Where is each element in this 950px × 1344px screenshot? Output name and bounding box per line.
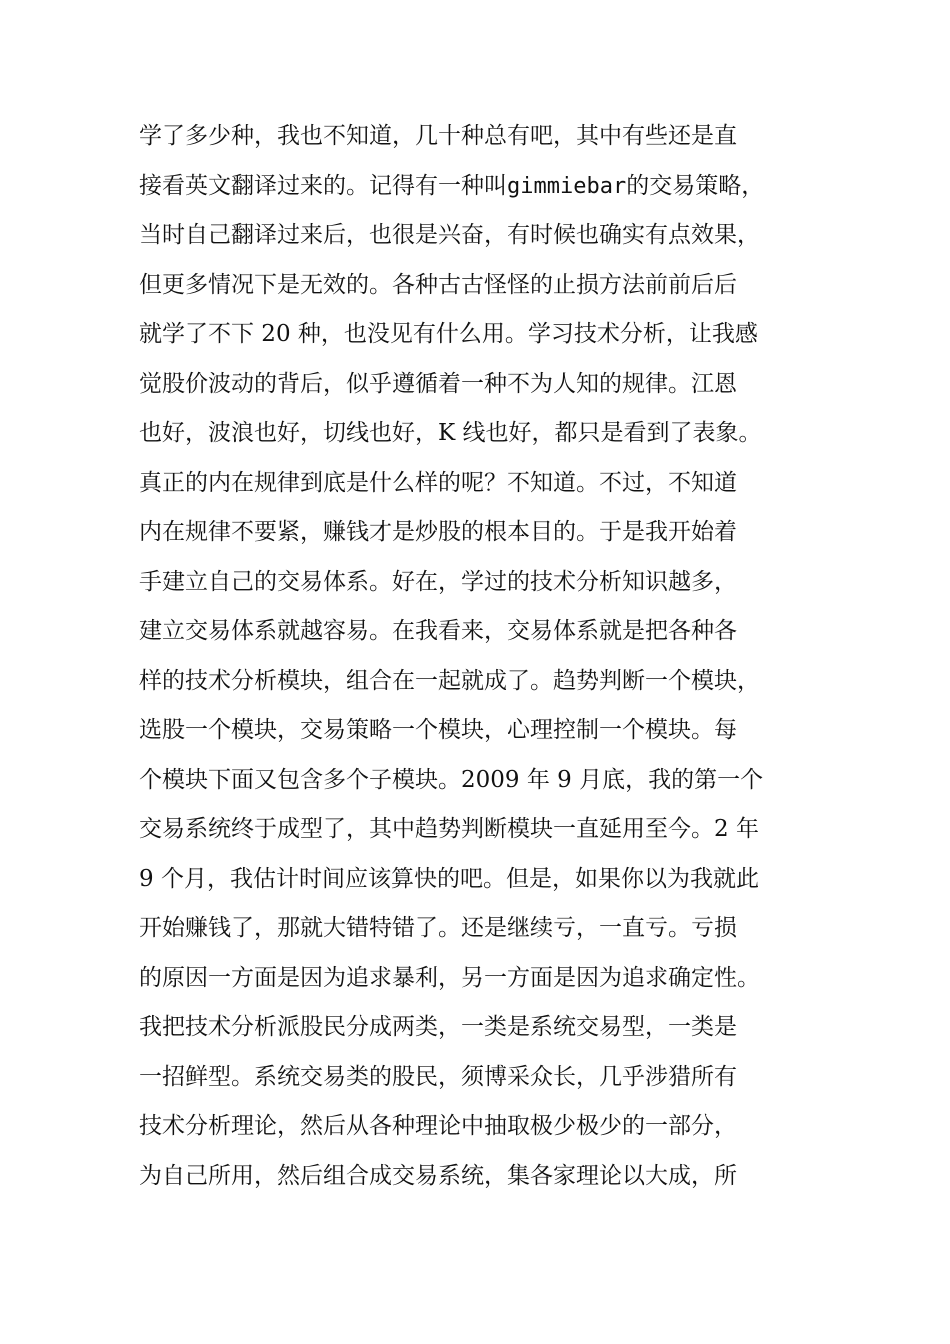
strategy-name: gimmiebar: [507, 173, 627, 199]
text-line: 交易系统终于成型了，其中趋势判断模块一直延用至今。2 年: [139, 816, 759, 842]
text-line: 但更多情况下是无效的。各种古古怪怪的止损方法前前后后: [139, 271, 737, 298]
text-line: 也好，波浪也好，切线也好，K 线也好，都只是看到了表象。: [139, 420, 762, 446]
text-line: 内在规律不要紧，赚钱才是炒股的根本目的。于是我开始着: [139, 519, 737, 545]
text-line: 为自己所用，然后组合成交易系统，集各家理论以大成，所: [139, 1162, 737, 1189]
text-line: 学了多少种，我也不知道，几十种总有吧，其中有些还是直: [139, 123, 737, 149]
text-line: [139, 162, 839, 212]
text-line: 技术分析理论，然后从各种理论中抽取极少极少的一部分，: [139, 1113, 737, 1139]
text-line: 开始赚钱了，那就大错特错了。还是继续亏，一直亏。亏损: [139, 915, 737, 941]
text-line: 9 个月，我估计时间应该算快的吧。但是，如果你以为我就此: [139, 865, 759, 892]
text-line: 一招鲜型。系统交易类的股民，须博采众长，几乎涉猎所有: [139, 1063, 737, 1090]
text-line: 就学了不下 20 种，也没见有什么用。学习技术分析，让我感: [139, 321, 758, 347]
text-line: 当时自己翻译过来后，也很是兴奋，有时候也确实有点效果，: [139, 222, 760, 248]
text-line: 建立交易体系就越容易。在我看来，交易体系就是把各种各: [139, 618, 737, 644]
text-line: 觉股价波动的背后，似乎遵循着一种不为人知的规律。江恩: [139, 370, 737, 397]
text-line: 个模块下面又包含多个子模块。2009 年 9 月底，我的第一个: [139, 766, 764, 793]
body-text: [139, 112, 839, 1201]
text-segment: 接看英文翻译过来的。记得有一种叫: [139, 172, 507, 199]
text-line: 的原因一方面是因为追求暴利，另一方面是因为追求确定性。: [139, 964, 760, 991]
text-line: 手建立自己的交易体系。好在，学过的技术分析知识越多，: [139, 568, 737, 595]
text-segment: 的交易策略，: [626, 172, 765, 199]
text-line: 选股一个模块，交易策略一个模块，心理控制一个模块。每: [139, 717, 737, 743]
text-line: 样的技术分析模块，组合在一起就成了。趋势判断一个模块，: [139, 667, 760, 694]
text-line: 我把技术分析派股民分成两类，一类是系统交易型，一类是: [139, 1014, 737, 1040]
text-line: 真正的内在规律到底是什么样的呢？不知道。不过，不知道: [139, 469, 737, 496]
